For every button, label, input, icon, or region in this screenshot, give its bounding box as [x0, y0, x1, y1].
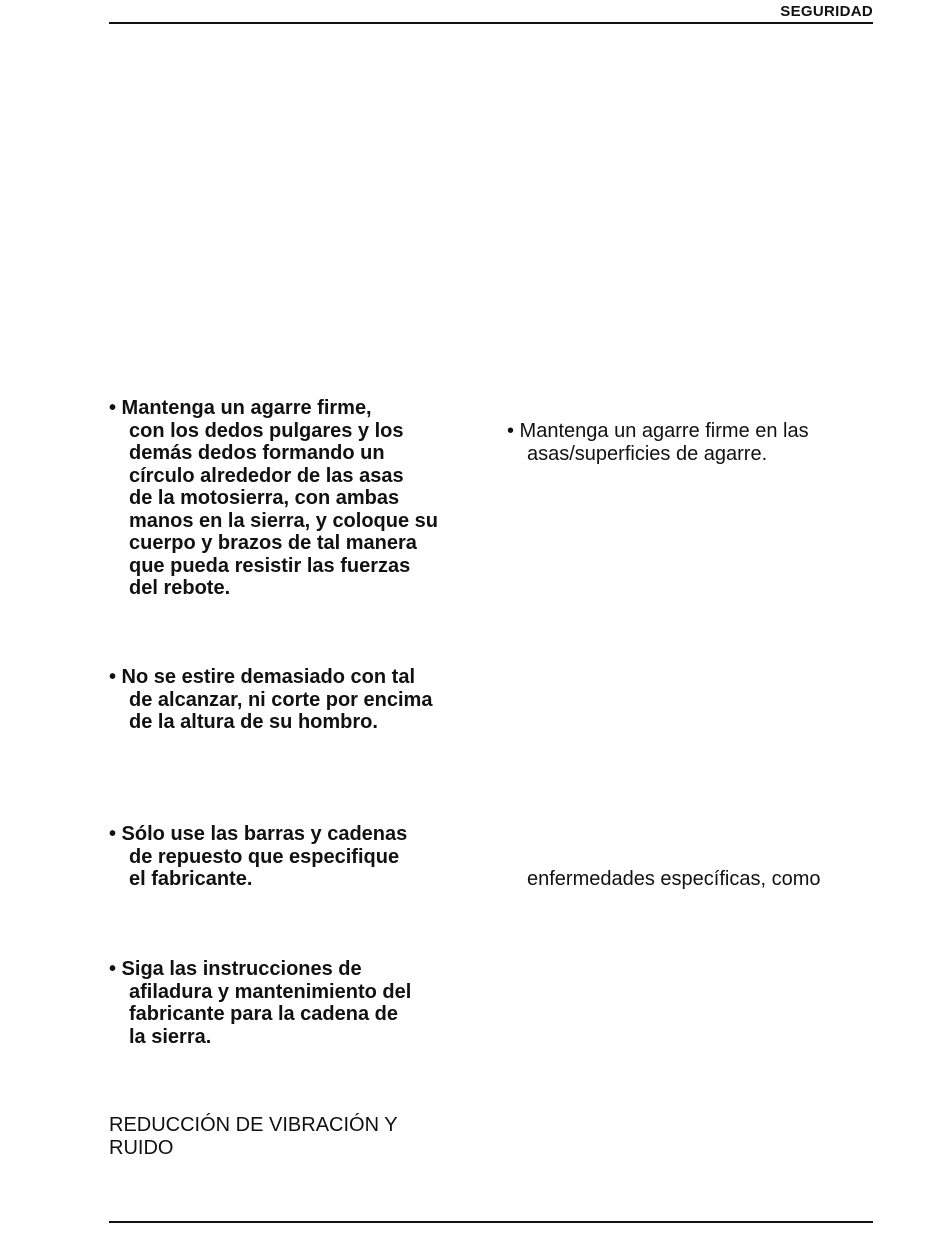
bullet-line: del rebote. [129, 577, 231, 599]
bullet-line: • Siga las instrucciones de [109, 958, 362, 980]
bullet-line: de alcanzar, ni corte por encima [129, 688, 433, 711]
bullet-line: de repuesto que especifique [129, 845, 400, 868]
bullet-line: • Mantenga un agarre firme en las [507, 420, 809, 442]
bullet-firm-grip [109, 397, 489, 600]
section-heading-line: REDUCCIÓN DE VIBRACIÓN Y [109, 1114, 398, 1136]
bullet-line: manos en la sierra, y coloque su [129, 509, 439, 532]
footer-rule [109, 1221, 873, 1223]
bullet-line: demás dedos formando un [129, 442, 385, 464]
bullet-line: • No se estire demasiado con tal [109, 666, 415, 688]
continuation-text: enfermedades específicas, como [527, 868, 821, 890]
section-heading-vibration-noise [109, 1114, 398, 1160]
bullet-do-not-overreach [109, 666, 489, 734]
bullet-grip-handles [507, 420, 809, 465]
bullet-line: • Sólo use las barras y cadenas [109, 823, 408, 845]
header-rule [109, 22, 873, 24]
page-header-label: SEGURIDAD [780, 3, 873, 20]
bullet-line: con los dedos pulgares y los [129, 419, 404, 442]
bullet-line: cuerpo y brazos de tal manera [129, 532, 417, 554]
section-heading-line: RUIDO [109, 1137, 174, 1159]
bullet-line: círculo alrededor de las asas [129, 464, 404, 487]
bullet-line: • Mantenga un agarre firme, [109, 397, 372, 419]
bullet-line: que pueda resistir las fuerzas [129, 554, 411, 577]
bullet-sharpening-instructions [109, 958, 489, 1048]
bullet-line: de la altura de su hombro. [129, 711, 378, 733]
bullet-replacement-parts [109, 823, 489, 891]
bullet-line: de la motosierra, con ambas [129, 487, 400, 509]
bullet-line: la sierra. [129, 1025, 212, 1048]
bullet-line: fabricante para la cadena de [129, 1003, 399, 1025]
bullet-line: el fabricante. [129, 868, 253, 890]
bullet-line: asas/superficies de agarre. [527, 442, 768, 465]
bullet-line: afiladura y mantenimiento del [129, 980, 412, 1003]
